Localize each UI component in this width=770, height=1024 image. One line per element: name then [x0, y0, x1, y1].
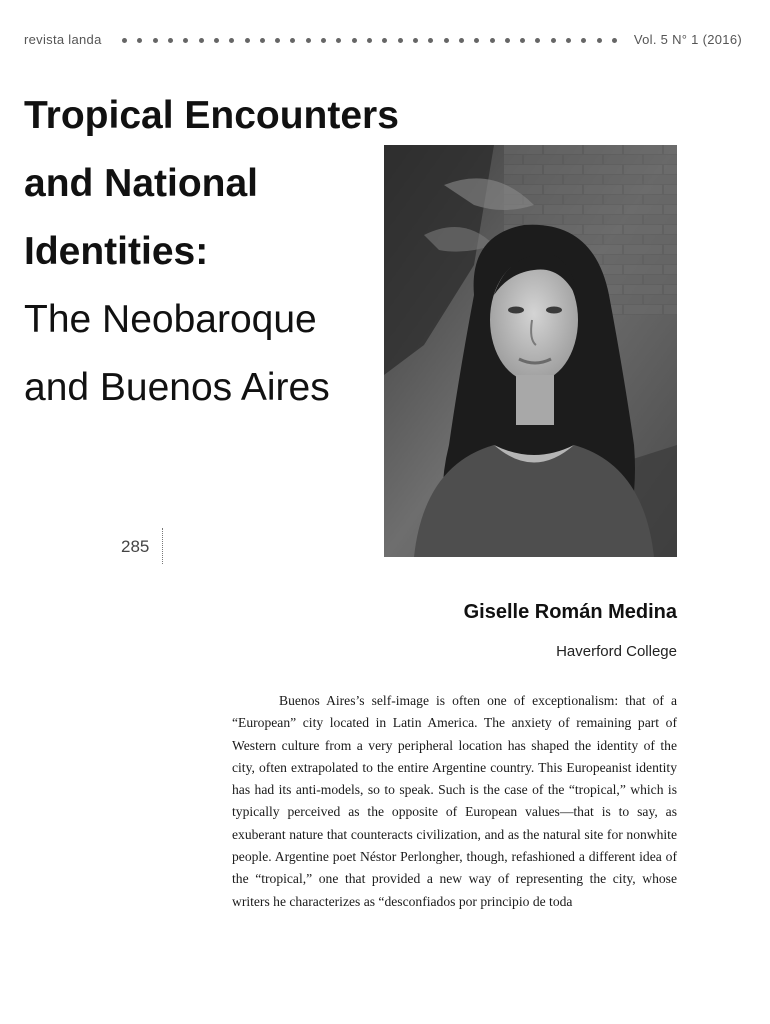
author-name: Giselle Román Medina — [463, 601, 677, 623]
title-line-2: and National — [24, 162, 259, 205]
subtitle-line-1: The Neobaroque — [24, 298, 317, 341]
volume-info: Vol. 5 N° 1 (2016) — [633, 32, 742, 47]
page-number: 285 — [121, 537, 150, 556]
page-number-divider — [162, 528, 163, 564]
header-dots-divider — [122, 32, 617, 48]
subtitle-line-2: and Buenos Aires — [24, 366, 330, 409]
title-line-1: Tropical Encounters — [24, 94, 399, 137]
author-affiliation: Haverford College — [556, 643, 677, 660]
author-photo — [384, 145, 677, 557]
article-body: Buenos Aires’s self-image is often one of exceptionalism: that of a “European” city located in Latin America. The anxiety of remaining part of Western culture from a very peripheral location has shaped the identity of the city, often extrapolated to the entire Argentine country. This Europeanist identity has had its anti-models, so to speak. Such is the case of the “tropical,” which is typically perceived as the opposite of European values—that is to say, as exuberant nature that counteracts civilization, and as the natural site for nonwhite people. Argentine poet Néstor Perlongher, though, refashioned a different idea of the “tropical,” one that provided a new way of representing the city, whose writers he characterizes as “desconfiados por principio de toda — [232, 693, 677, 909]
title-line-3: Identities: — [24, 230, 209, 273]
journal-name: revista landa — [24, 32, 102, 47]
article-title — [24, 82, 444, 422]
